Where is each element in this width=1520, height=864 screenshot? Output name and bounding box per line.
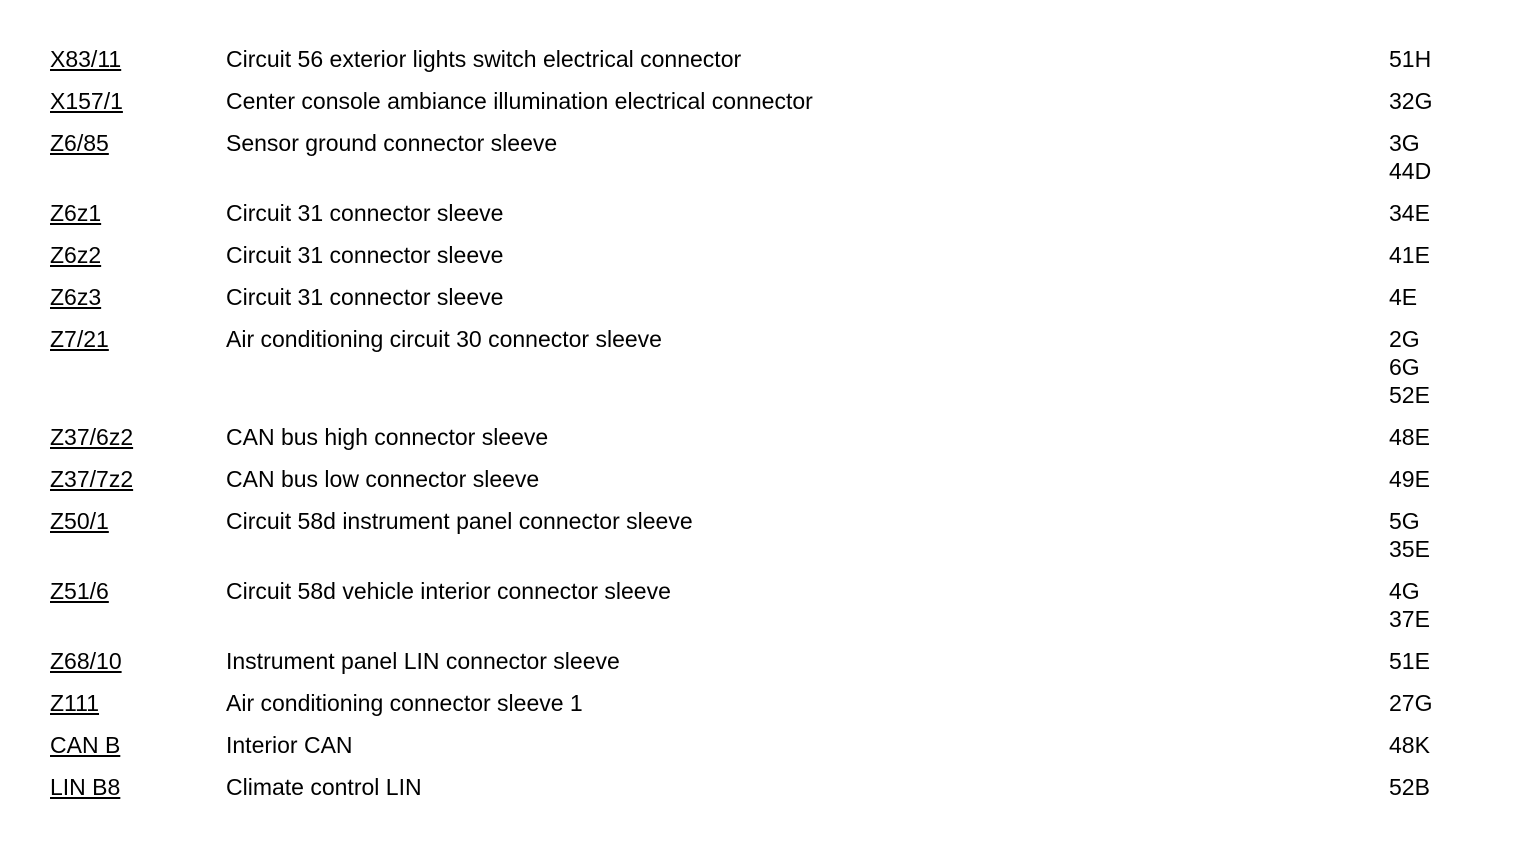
component-code-link[interactable]: X157/1 bbox=[50, 88, 123, 114]
component-description: Climate control LIN bbox=[226, 774, 422, 800]
grid-reference: 41E bbox=[1389, 242, 1430, 268]
grid-references bbox=[1389, 423, 1509, 451]
grid-references bbox=[1389, 773, 1509, 801]
legend-row bbox=[0, 773, 1520, 801]
legend-row bbox=[0, 731, 1520, 759]
component-code-link[interactable]: CAN B bbox=[50, 732, 121, 758]
grid-reference: 34E bbox=[1389, 200, 1430, 226]
component-code-link[interactable]: Z37/7z2 bbox=[50, 466, 134, 492]
component-code-link[interactable]: LIN B8 bbox=[50, 774, 121, 800]
grid-reference: 51E bbox=[1389, 648, 1430, 674]
component-description: Circuit 31 connector sleeve bbox=[226, 200, 504, 226]
component-code-link[interactable]: Z6z3 bbox=[50, 284, 102, 310]
component-code-link[interactable]: Z7/21 bbox=[50, 326, 109, 352]
component-code-link[interactable]: Z37/6z2 bbox=[50, 424, 134, 450]
component-code-link[interactable]: Z6z1 bbox=[50, 200, 102, 226]
component-description: Circuit 56 exterior lights switch electrical connector bbox=[226, 46, 742, 72]
legend-row bbox=[0, 241, 1520, 269]
grid-references bbox=[1389, 731, 1509, 759]
grid-references bbox=[1389, 87, 1509, 115]
grid-references bbox=[1389, 45, 1509, 73]
component-code-link[interactable]: Z111 bbox=[50, 690, 100, 716]
grid-reference: 3G bbox=[1389, 130, 1420, 156]
component-legend-table bbox=[0, 45, 1520, 815]
grid-references bbox=[1389, 647, 1509, 675]
component-description: Circuit 31 connector sleeve bbox=[226, 284, 504, 310]
component-description: Sensor ground connector sleeve bbox=[226, 130, 558, 156]
grid-reference: 52E bbox=[1389, 382, 1430, 408]
component-description: Interior CAN bbox=[226, 732, 353, 758]
grid-reference: 4G bbox=[1389, 578, 1420, 604]
grid-reference: 35E bbox=[1389, 536, 1430, 562]
grid-references bbox=[1389, 283, 1509, 311]
legend-row bbox=[0, 465, 1520, 493]
legend-row bbox=[0, 87, 1520, 115]
legend-row bbox=[0, 199, 1520, 227]
grid-reference: 2G bbox=[1389, 326, 1420, 352]
legend-row bbox=[0, 129, 1520, 185]
grid-reference: 27G bbox=[1389, 690, 1433, 716]
legend-row bbox=[0, 325, 1520, 409]
legend-row bbox=[0, 423, 1520, 451]
component-code-link[interactable]: Z6z2 bbox=[50, 242, 102, 268]
grid-reference: 52B bbox=[1389, 774, 1430, 800]
component-description: CAN bus low connector sleeve bbox=[226, 466, 540, 492]
component-code-link[interactable]: Z51/6 bbox=[50, 578, 109, 604]
grid-references bbox=[1389, 325, 1509, 409]
grid-reference: 4E bbox=[1389, 284, 1418, 310]
grid-references bbox=[1389, 241, 1509, 269]
component-description: CAN bus high connector sleeve bbox=[226, 424, 549, 450]
component-description: Air conditioning circuit 30 connector sleeve bbox=[226, 326, 662, 352]
grid-references bbox=[1389, 577, 1509, 633]
component-code-link[interactable]: Z6/85 bbox=[50, 130, 109, 156]
grid-reference: 37E bbox=[1389, 606, 1430, 632]
component-description: Air conditioning connector sleeve 1 bbox=[226, 690, 583, 716]
grid-reference: 49E bbox=[1389, 466, 1430, 492]
legend-row bbox=[0, 45, 1520, 73]
grid-references bbox=[1389, 465, 1509, 493]
grid-reference: 51H bbox=[1389, 46, 1432, 72]
legend-row bbox=[0, 507, 1520, 563]
component-code-link[interactable]: X83/11 bbox=[50, 46, 122, 72]
component-description: Circuit 31 connector sleeve bbox=[226, 242, 504, 268]
legend-row bbox=[0, 689, 1520, 717]
grid-reference: 48E bbox=[1389, 424, 1430, 450]
grid-reference: 5G bbox=[1389, 508, 1420, 534]
grid-reference: 6G bbox=[1389, 354, 1420, 380]
component-code-link[interactable]: Z68/10 bbox=[50, 648, 122, 674]
legend-row bbox=[0, 283, 1520, 311]
grid-references bbox=[1389, 507, 1509, 563]
component-code-link[interactable]: Z50/1 bbox=[50, 508, 109, 534]
component-description: Center console ambiance illumination electrical connector bbox=[226, 88, 813, 114]
grid-reference: 32G bbox=[1389, 88, 1433, 114]
grid-references bbox=[1389, 689, 1509, 717]
grid-reference: 44D bbox=[1389, 158, 1432, 184]
component-description: Circuit 58d vehicle interior connector sleeve bbox=[226, 578, 671, 604]
component-description: Instrument panel LIN connector sleeve bbox=[226, 648, 620, 674]
legend-row bbox=[0, 647, 1520, 675]
grid-references bbox=[1389, 129, 1509, 185]
grid-reference: 48K bbox=[1389, 732, 1430, 758]
component-description: Circuit 58d instrument panel connector sleeve bbox=[226, 508, 693, 534]
legend-row bbox=[0, 577, 1520, 633]
grid-references bbox=[1389, 199, 1509, 227]
